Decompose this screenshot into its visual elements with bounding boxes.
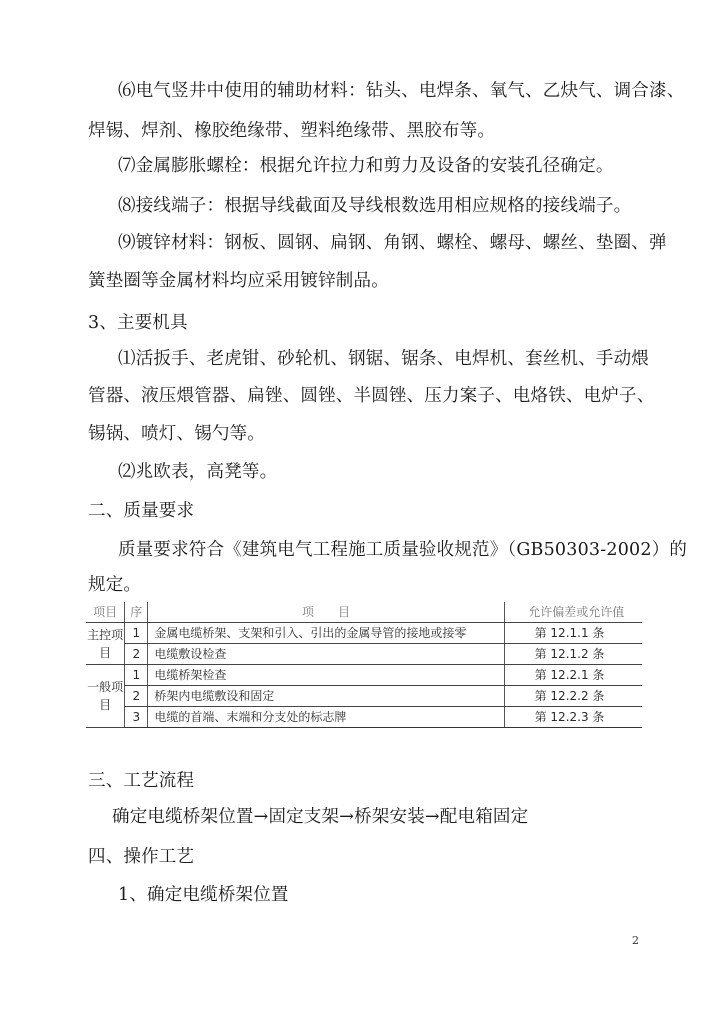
- paragraph-tools-line3: 锡锅、喷灯、锡勺等。: [88, 424, 265, 444]
- paragraph-terminals: ⑻接线端子：根据导线截面及导线根数选用相应规格的接线端子。: [118, 196, 632, 216]
- heading-process-flow: 三、工艺流程: [88, 771, 195, 791]
- item-cell: 电缆的首端、末端和分支处的标志牌: [148, 707, 504, 728]
- category-cell-general: 一般项目: [86, 665, 125, 728]
- heading-operation-process: 四、操作工艺: [88, 847, 195, 867]
- paragraph-tools-line2: 管器、液压煨管器、扁锉、圆锉、半圆锉、压力案子、电烙铁、电炉子、: [88, 386, 655, 406]
- category-cell-main: 主控项目: [86, 623, 125, 665]
- table-header-row: [86, 602, 642, 623]
- paragraph-galvanized-line1: ⑼镀锌材料：钢板、圆钢、扁钢、角钢、螺栓、螺母、螺丝、垫圈、弹: [118, 233, 667, 253]
- header-item: 项 目: [148, 602, 504, 623]
- table-row: [86, 686, 642, 707]
- seq-cell: 2: [125, 686, 148, 707]
- standard-cell: 第 12.2.2 条: [504, 686, 642, 707]
- header-category: 项目: [86, 602, 125, 623]
- paragraph-tools-2: ⑵兆欧表，高凳等。: [118, 462, 278, 482]
- page-number: 2: [632, 934, 639, 947]
- standard-cell: 第 12.1.1 条: [504, 623, 642, 644]
- subheading-step1: 1、确定电缆桥架位置: [118, 885, 289, 905]
- item-cell: 电缆桥架检查: [148, 665, 504, 686]
- paragraph-galvanized-line2: 簧垫圈等金属材料均应采用镀锌制品。: [88, 271, 389, 291]
- paragraph-quality-line1: 质量要求符合《建筑电气工程施工质量验收规范》（GB50303-2002）的: [118, 540, 688, 560]
- item-cell: 电缆敷设检查: [148, 644, 504, 665]
- header-seq: 序: [125, 602, 148, 623]
- standard-cell: 第 12.2.1 条: [504, 665, 642, 686]
- item-cell: 桥架内电缆敷设和固定: [148, 686, 504, 707]
- standard-cell: 第 12.2.3 条: [504, 707, 642, 728]
- table-row: [86, 644, 642, 665]
- table-row: [86, 707, 642, 728]
- heading-main-tools: 3、主要机具: [88, 313, 188, 333]
- paragraph-auxiliary-materials-line1: ⑹电气竖井中使用的辅助材料：钻头、电焊条、氧气、乙炔气、调合漆、: [118, 81, 685, 101]
- paragraph-quality-line2: 规定。: [88, 575, 142, 595]
- paragraph-auxiliary-materials-line2: 焊锡、焊剂、橡胶绝缘带、塑料绝缘带、黑胶布等。: [88, 121, 496, 141]
- header-standard: 允许偏差或允许值: [504, 602, 642, 623]
- heading-quality-requirements: 二、质量要求: [88, 501, 195, 521]
- item-cell: 金属电缆桥架、支架和引入、引出的金属导管的接地或接零: [148, 623, 504, 644]
- paragraph-tools-line1: ⑴活扳手、老虎钳、砂轮机、钢锯、锯条、电焊机、套丝机、手动煨: [118, 349, 649, 369]
- process-flow-sequence: 确定电缆桥架位置→固定支架→桥架安装→配电箱固定: [112, 807, 529, 827]
- table-row: [86, 665, 642, 686]
- seq-cell: 1: [125, 623, 148, 644]
- seq-cell: 1: [125, 665, 148, 686]
- table-row: [86, 623, 642, 644]
- standard-cell: 第 12.1.2 条: [504, 644, 642, 665]
- paragraph-expansion-bolts: ⑺金属膨胀螺栓：根据允许拉力和剪力及设备的安装孔径确定。: [118, 156, 614, 176]
- seq-cell: 3: [125, 707, 148, 728]
- seq-cell: 2: [125, 644, 148, 665]
- quality-requirements-table: [86, 602, 642, 728]
